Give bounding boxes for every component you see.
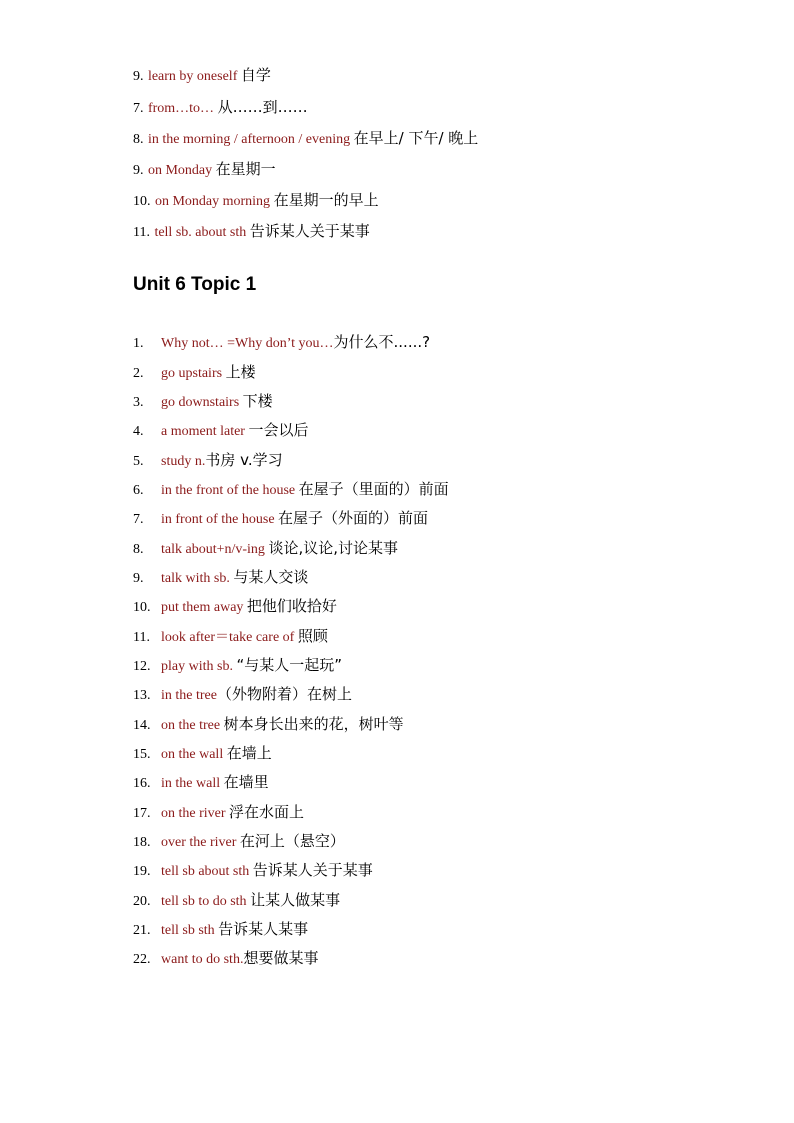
chinese-meaning: 在早上/ 下午/ 晚上 xyxy=(353,129,479,147)
phrase-line xyxy=(133,597,337,617)
chinese-meaning: 在墙上 xyxy=(226,744,272,762)
english-phrase: in the morning / afternoon / evening xyxy=(147,132,354,147)
phrase-line xyxy=(133,656,342,676)
item-number: 4. xyxy=(133,424,144,439)
english-phrase: tell sb about sth xyxy=(161,864,253,879)
english-phrase: a moment later xyxy=(161,424,249,439)
english-phrase: go upstairs xyxy=(161,366,226,381)
item-number: 13. xyxy=(133,688,151,703)
item-number: 22. xyxy=(133,952,151,967)
phrase-line xyxy=(133,451,283,471)
chinese-meaning: 下楼 xyxy=(242,392,273,410)
english-phrase: tell sb sth xyxy=(161,923,219,938)
chinese-meaning: “与某人一起玩” xyxy=(236,656,342,674)
item-number: 9. xyxy=(133,69,144,84)
chinese-meaning: 在墙里 xyxy=(223,773,269,791)
item-number: 18. xyxy=(133,835,151,850)
english-phrase: in the front of the house xyxy=(161,483,299,498)
chinese-meaning: 为什么不......? xyxy=(333,333,431,351)
item-number: 10. xyxy=(133,194,151,209)
item-number: 9. xyxy=(133,571,144,586)
english-phrase: on the river xyxy=(161,806,230,821)
section-heading: Unit 6 Topic 1 xyxy=(133,274,257,295)
chinese-meaning: 浮在水面上 xyxy=(229,803,305,821)
chinese-meaning: 在星期一 xyxy=(215,160,276,178)
chinese-meaning: 告诉某人关于某事 xyxy=(252,861,373,879)
phrase-line xyxy=(133,627,328,647)
phrase-line xyxy=(133,803,304,823)
item-number: 1. xyxy=(133,336,144,351)
english-phrase: on the tree xyxy=(161,718,224,733)
chinese-meaning: 书房 v.学习 xyxy=(205,451,283,469)
phrase-line xyxy=(133,685,352,705)
item-number: 10. xyxy=(133,600,151,615)
english-phrase: from…to… xyxy=(147,101,218,116)
item-number: 8. xyxy=(133,132,144,147)
item-number: 21. xyxy=(133,923,151,938)
chinese-meaning: 在河上（悬空） xyxy=(239,832,345,850)
english-phrase: go downstairs xyxy=(161,395,243,410)
chinese-meaning: 谈论,议论,讨论某事 xyxy=(268,539,398,557)
english-phrase: learn by oneself xyxy=(147,69,241,84)
item-number: 2. xyxy=(133,366,144,381)
phrase-line xyxy=(133,191,379,211)
english-phrase: talk with sb. xyxy=(161,571,234,586)
item-number: 14. xyxy=(133,718,151,733)
chinese-meaning: 在屋子（外面的）前面 xyxy=(278,509,429,527)
chinese-meaning: 与某人交谈 xyxy=(233,568,309,586)
phrase-line xyxy=(133,333,430,353)
english-phrase: study n. xyxy=(161,454,206,469)
english-phrase: on the wall xyxy=(161,747,227,762)
phrase-line xyxy=(133,891,340,911)
english-phrase: put them away xyxy=(161,600,247,615)
item-number: 7. xyxy=(133,512,144,527)
item-number: 8. xyxy=(133,542,144,557)
item-number: 16. xyxy=(133,776,151,791)
english-phrase: in the wall xyxy=(161,776,224,791)
chinese-meaning: 上楼 xyxy=(225,363,256,381)
chinese-meaning: 自学 xyxy=(240,66,271,84)
english-phrase: over the river xyxy=(161,835,240,850)
chinese-meaning: 在星期一的早上 xyxy=(273,191,379,209)
phrase-line xyxy=(133,160,276,180)
chinese-meaning: 照顾 xyxy=(297,627,328,645)
item-number: 3. xyxy=(133,395,144,410)
english-phrase: on Monday morning xyxy=(154,194,274,209)
chinese-meaning: 告诉某人关于某事 xyxy=(249,222,370,240)
phrase-line xyxy=(133,421,308,441)
phrase-line xyxy=(133,715,404,735)
phrase-line xyxy=(133,222,370,242)
english-phrase: look after＝take care of xyxy=(161,630,298,645)
phrase-line xyxy=(133,363,256,383)
phrase-line xyxy=(133,832,345,852)
item-number: 17. xyxy=(133,806,151,821)
phrase-line xyxy=(133,509,428,529)
item-number: 15. xyxy=(133,747,151,762)
item-number: 7. xyxy=(133,101,144,116)
english-phrase: Why not… =Why don’t you… xyxy=(161,336,334,351)
phrase-line xyxy=(133,773,269,793)
chinese-meaning: 在屋子（里面的）前面 xyxy=(298,480,449,498)
phrase-line xyxy=(133,392,273,412)
item-number: 9. xyxy=(133,163,144,178)
phrase-line xyxy=(133,568,308,588)
phrase-line xyxy=(133,744,272,764)
english-phrase: tell sb to do sth xyxy=(161,894,251,909)
phrase-line xyxy=(133,129,478,149)
item-number: 12. xyxy=(133,659,151,674)
english-phrase: in front of the house xyxy=(161,512,279,527)
item-number: 6. xyxy=(133,483,144,498)
item-number: 20. xyxy=(133,894,151,909)
item-number: 19. xyxy=(133,864,151,879)
english-phrase: play with sb. xyxy=(161,659,237,674)
chinese-meaning: 想要做某事 xyxy=(243,949,319,967)
chinese-meaning: 把他们收拾好 xyxy=(246,597,337,615)
english-phrase: talk about+n/v-ing xyxy=(161,542,269,557)
chinese-meaning: （外物附着）在树上 xyxy=(216,685,352,703)
item-number: 11. xyxy=(133,225,150,240)
chinese-meaning: 树本身长出来的花，树叶等 xyxy=(223,715,404,733)
phrase-line xyxy=(133,98,308,118)
phrase-line xyxy=(133,66,271,86)
chinese-meaning: 让某人做某事 xyxy=(250,891,341,909)
item-number: 11. xyxy=(133,630,150,645)
chinese-meaning: 告诉某人某事 xyxy=(218,920,309,938)
phrase-line xyxy=(133,861,373,881)
english-phrase: in the tree xyxy=(161,688,217,703)
english-phrase: on Monday xyxy=(147,163,216,178)
english-phrase: want to do sth. xyxy=(161,952,244,967)
phrase-line xyxy=(133,949,318,969)
chinese-meaning: 一会以后 xyxy=(248,421,309,439)
chinese-meaning: 从……到…… xyxy=(217,98,308,116)
english-phrase: tell sb. about sth xyxy=(154,225,250,240)
phrase-line xyxy=(133,539,398,559)
phrase-line xyxy=(133,480,449,500)
phrase-line xyxy=(133,920,308,940)
item-number: 5. xyxy=(133,454,144,469)
